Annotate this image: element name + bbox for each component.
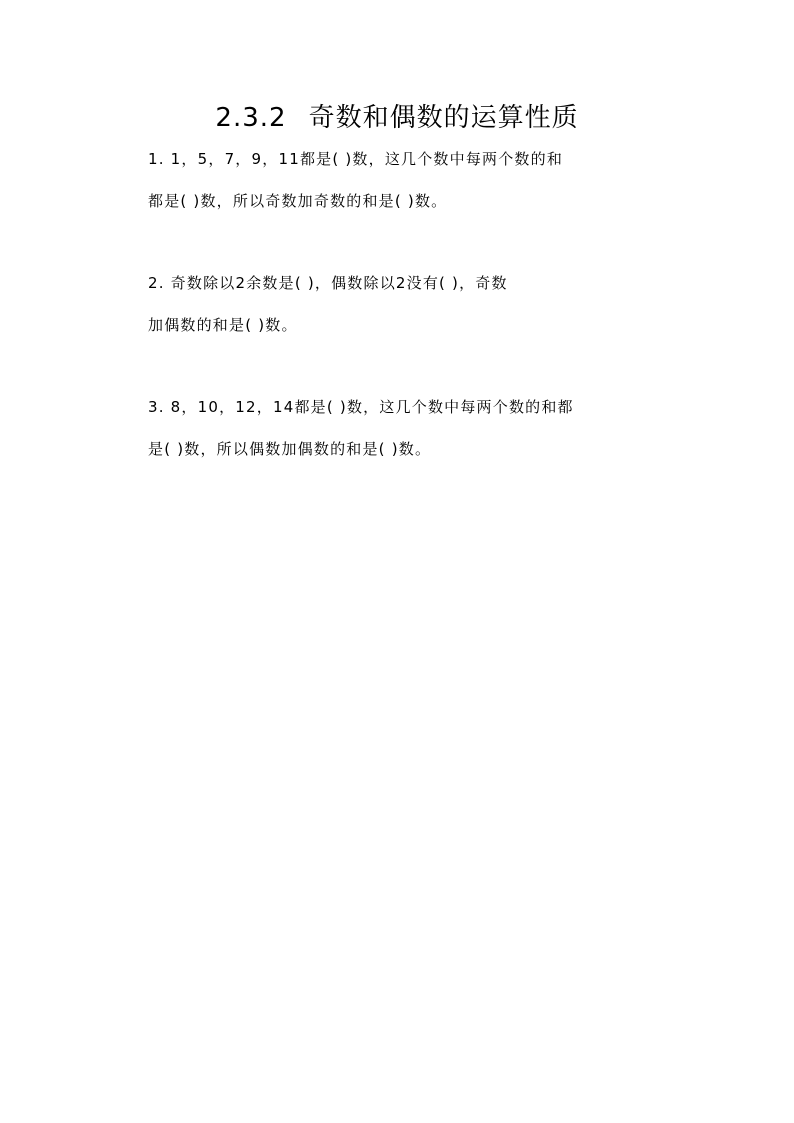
question-2-line-1: 2. 奇数除以2余数是( )，偶数除以2没有( )，奇数 bbox=[148, 274, 508, 292]
title-number: 2.3.2 bbox=[215, 103, 287, 133]
question-3-line-1: 3. 8，10，12，14都是( )数，这几个数中每两个数的和都 bbox=[148, 398, 574, 416]
title-text: 奇数和偶数的运算性质 bbox=[308, 103, 579, 133]
question-1-line-1: 1. 1，5，7，9，11都是( )数，这几个数中每两个数的和 bbox=[148, 150, 564, 168]
question-1-line-2: 都是( )数，所以奇数加奇数的和是( )数。 bbox=[148, 192, 448, 210]
question-3-line-2: 是( )数，所以偶数加偶数的和是( )数。 bbox=[148, 440, 432, 458]
page-title bbox=[0, 98, 794, 138]
question-2-line-2: 加偶数的和是( )数。 bbox=[148, 316, 298, 334]
